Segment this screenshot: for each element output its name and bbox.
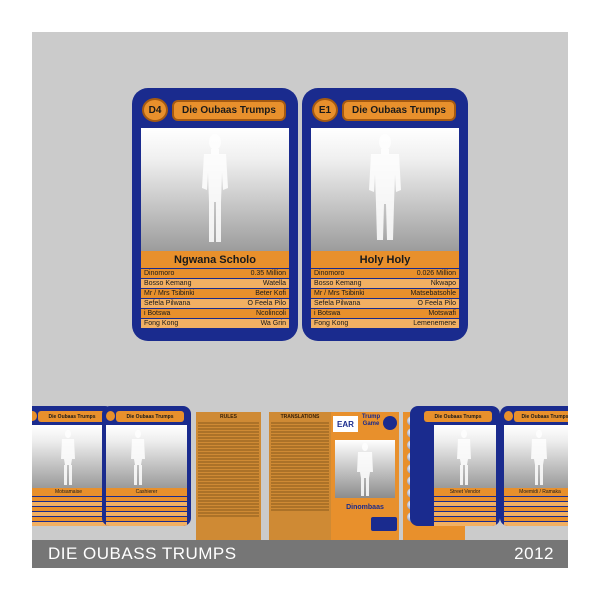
caption-bar	[32, 540, 568, 568]
card-stats	[141, 269, 289, 329]
card-title: Die Oubaas Trumps	[514, 411, 568, 422]
card-code-badge	[32, 411, 37, 421]
card-photo	[434, 425, 496, 488]
card-photo	[106, 425, 187, 488]
stat-label: Dinomoro	[314, 270, 345, 277]
thumbnail-card-3[interactable]	[370, 406, 500, 526]
card-stats	[311, 269, 459, 329]
thumbnail-card-1[interactable]	[32, 406, 113, 526]
card-photo	[504, 425, 568, 488]
card-title: Die Oubaas Trumps	[424, 411, 492, 422]
card-code-badge: E1	[312, 98, 338, 122]
stat-value: Wa Grin	[260, 320, 286, 327]
stat-label: Bosso Kemang	[314, 280, 362, 287]
card-code-badge	[504, 411, 513, 421]
card-name: Ngwana Scholo	[141, 251, 289, 268]
stat-row[interactable]	[141, 269, 289, 278]
card-title: Die Oubaas Trumps	[38, 411, 106, 422]
stat-row[interactable]	[141, 309, 289, 318]
card-name: Holy Holy	[311, 251, 459, 268]
stat-label: Fong Kong	[314, 320, 349, 327]
gallery-panel	[32, 32, 568, 540]
card-name: Cashierer	[106, 488, 187, 496]
stat-value: O Feela Pilo	[247, 300, 286, 307]
stat-label: Mr / Mrs Tsibinki	[314, 290, 365, 297]
thumbnail-card-4[interactable]	[500, 406, 568, 526]
stat-label: Sefela Pilwana	[314, 300, 361, 307]
card-name: Street Vendor	[434, 488, 496, 496]
stat-label: Sefela Pilwana	[144, 300, 191, 307]
stat-row[interactable]	[311, 279, 459, 288]
card-stats	[504, 497, 568, 526]
person-silhouette	[128, 429, 148, 487]
person-silhouette	[195, 132, 235, 246]
stat-row[interactable]	[311, 289, 459, 298]
stat-row[interactable]	[311, 319, 459, 328]
stat-label: i Botswa	[144, 310, 171, 317]
card-photo	[141, 128, 289, 251]
stat-row[interactable]	[311, 309, 459, 318]
stat-label: Dinomoro	[144, 270, 175, 277]
stat-row[interactable]	[141, 299, 289, 308]
card-stats	[434, 497, 496, 526]
card-name: Moemidi / Ramaka	[504, 488, 568, 496]
rules-sheet[interactable]	[196, 412, 261, 540]
stat-label: Fong Kong	[144, 320, 179, 327]
card-title: Die Oubaas Trumps	[116, 411, 184, 422]
stat-label: Mr / Mrs Tsibinki	[144, 290, 195, 297]
trump-card-e1[interactable]	[302, 88, 468, 341]
stat-value: 0.026 Million	[416, 270, 456, 277]
stat-value: Motswafi	[428, 310, 456, 317]
stat-row[interactable]	[141, 319, 289, 328]
trump-card-d4[interactable]	[132, 88, 298, 341]
rules-heading: RULES	[220, 414, 237, 420]
project-year: 2012	[514, 544, 554, 563]
stat-row[interactable]	[141, 289, 289, 298]
stat-label: i Botswa	[314, 310, 341, 317]
thumbnail-card-2[interactable]	[102, 406, 191, 526]
stat-value: O Feela Pilo	[417, 300, 456, 307]
translations-heading: TRANSLATIONS	[280, 414, 320, 420]
card-title: Die Oubaas Trumps	[172, 100, 286, 121]
card-stats	[106, 497, 187, 526]
stat-value: Beter Kofi	[255, 290, 286, 297]
card-photo	[311, 128, 459, 251]
cover-logo: EAR	[333, 416, 358, 432]
person-silhouette	[58, 429, 78, 487]
person-silhouette	[528, 429, 550, 487]
stat-value: Watella	[262, 280, 286, 287]
card-title: Die Oubaas Trumps	[342, 100, 456, 121]
stat-label: Bosso Kemang	[144, 280, 192, 287]
project-title: DIE OUBASS TRUMPS	[48, 544, 237, 563]
stat-row[interactable]	[141, 279, 289, 288]
stat-value: Nkwapo	[430, 280, 456, 287]
stat-row[interactable]	[311, 269, 459, 278]
stat-value: Ncolincoli	[256, 310, 286, 317]
stat-value: Lemenemene	[413, 320, 456, 327]
translations-sheet[interactable]	[269, 412, 331, 540]
cover-trump-label: Trump Game	[361, 414, 381, 427]
stat-row[interactable]	[311, 299, 459, 308]
card-code-badge: D4	[142, 98, 168, 122]
stat-value: Matsebatsohle	[410, 290, 456, 297]
stat-value: 0.35 Million	[250, 270, 286, 277]
person-silhouette	[454, 429, 474, 487]
card-stats	[32, 497, 109, 526]
card-name: Motsamaise	[32, 488, 109, 496]
person-silhouette	[363, 132, 407, 246]
cover-name: Dinombaas	[346, 504, 384, 511]
card-photo	[32, 425, 109, 488]
card-code-badge	[106, 411, 115, 421]
